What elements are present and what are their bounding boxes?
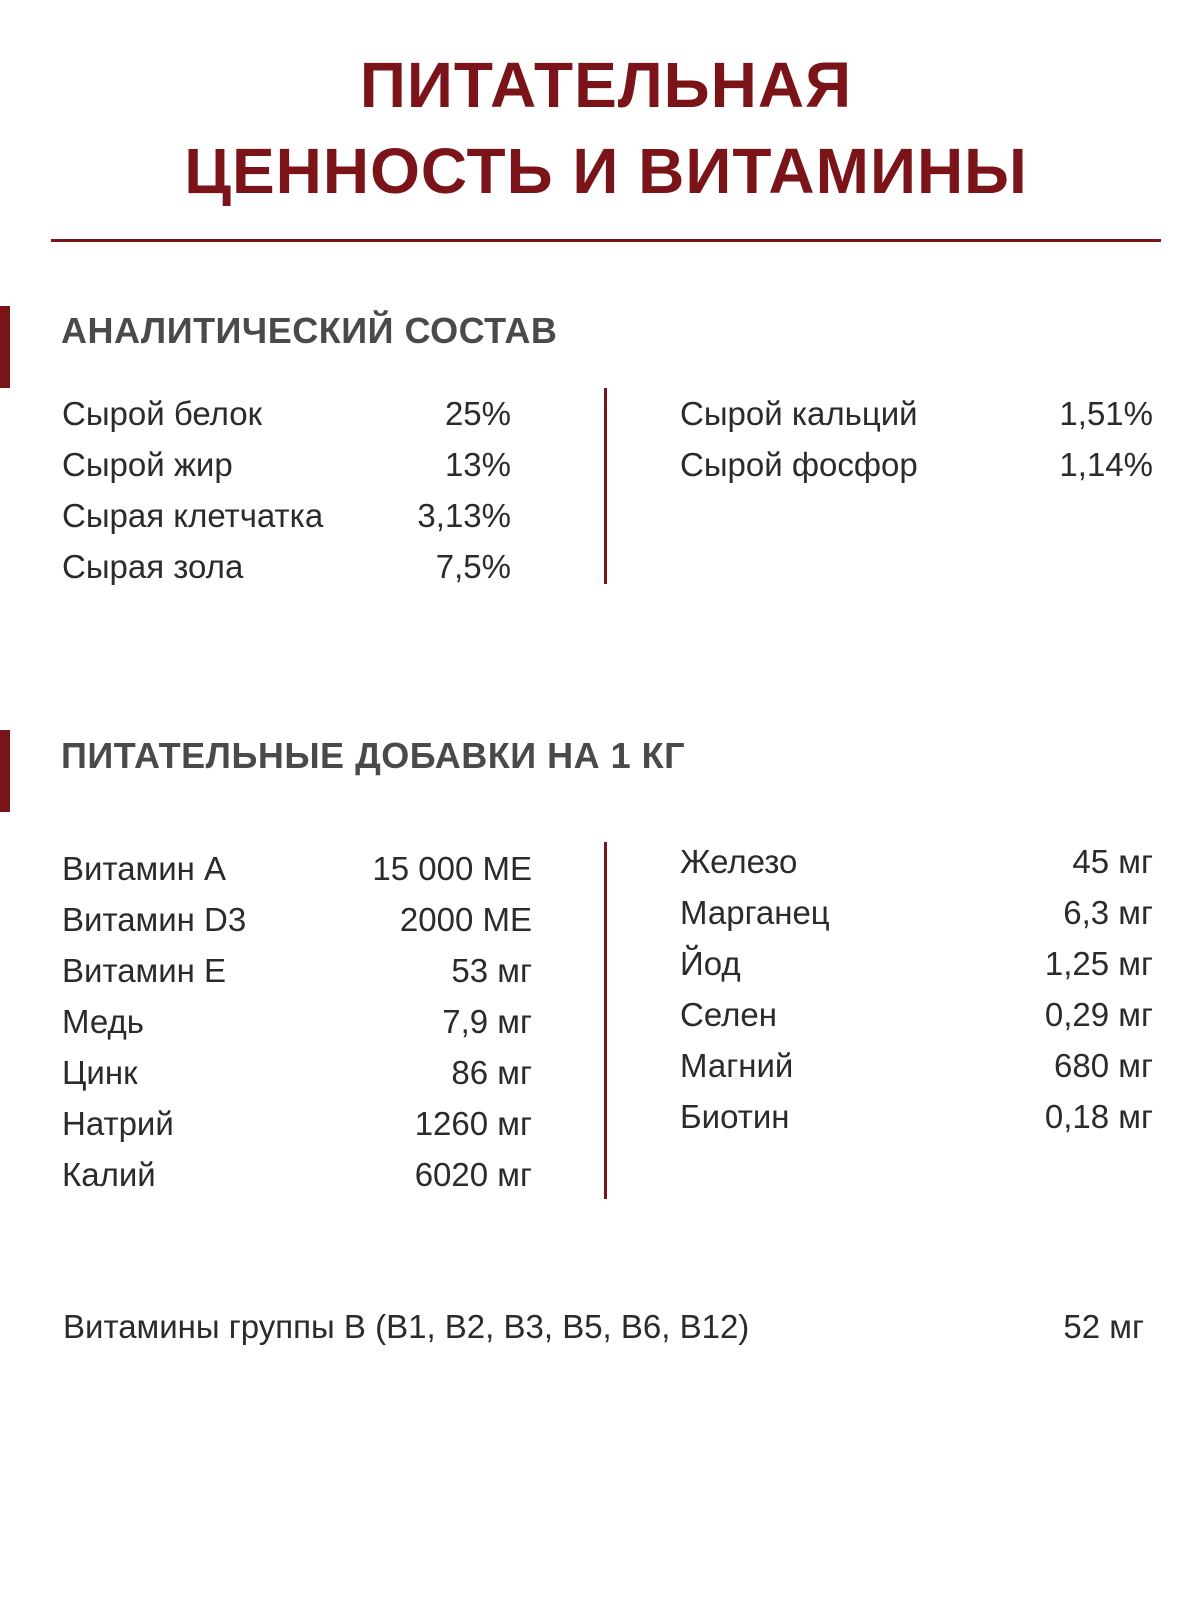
list-item [680, 938, 1153, 989]
section-marker-additives [0, 730, 10, 812]
item-value: 1,51% [1059, 395, 1153, 432]
item-value: 1,14% [1059, 446, 1153, 483]
item-name: Витамин А [62, 850, 227, 887]
item-value: 13% [444, 446, 511, 483]
item-value: 3,13% [417, 497, 511, 534]
page-title-line-1: ПИТАТЕЛЬНАЯ [359, 49, 853, 121]
item-name: Йод [680, 945, 741, 982]
additives-left-list [62, 843, 532, 1200]
item-value: 25% [444, 395, 511, 432]
list-item [62, 894, 532, 945]
analytical-right-list [680, 388, 1153, 490]
item-name: Сырой фосфор [680, 446, 918, 483]
item-name: Селен [680, 996, 777, 1033]
item-name: Сырой белок [62, 395, 263, 432]
column-divider-additives [604, 842, 607, 1199]
item-value: 52 мг [1063, 1308, 1144, 1345]
item-value: 86 мг [451, 1054, 532, 1091]
item-name: Цинк [62, 1054, 138, 1091]
item-value: 1260 мг [414, 1105, 532, 1142]
item-name: Витамин Е [62, 952, 227, 989]
item-name: Сырой жир [62, 446, 233, 483]
list-item [62, 388, 511, 439]
b-vitamins-row [63, 1302, 1144, 1352]
list-item [62, 1047, 532, 1098]
item-name: Сырая зола [62, 548, 244, 585]
section-heading-analytical: АНАЛИТИЧЕСКИЙ СОСТАВ [61, 310, 558, 351]
item-name: Марганец [680, 894, 830, 931]
list-item [680, 1091, 1153, 1142]
item-name: Медь [62, 1003, 144, 1040]
item-value: 6020 мг [414, 1156, 532, 1193]
page-title-line-2: ЦЕННОСТЬ И ВИТАМИНЫ [184, 135, 1028, 207]
list-item [62, 439, 511, 490]
analytical-left-list [62, 388, 511, 592]
item-name: Биотин [680, 1098, 790, 1135]
section-marker-analytical [0, 306, 10, 388]
list-item [62, 1149, 532, 1200]
item-name: Магний [680, 1047, 794, 1084]
item-value: 53 мг [451, 952, 532, 989]
item-value: 0,29 мг [1044, 996, 1153, 1033]
page-title [0, 42, 1200, 214]
item-name: Натрий [62, 1105, 174, 1142]
item-name: Сырой кальций [680, 395, 918, 432]
item-value: 45 мг [1072, 843, 1153, 880]
list-item [680, 439, 1153, 490]
list-item [62, 945, 532, 996]
list-item [680, 836, 1153, 887]
list-item [680, 887, 1153, 938]
item-value: 7,5% [435, 548, 511, 585]
list-item [680, 1040, 1153, 1091]
list-item [62, 843, 532, 894]
column-divider-analytical [604, 388, 607, 584]
additives-right-list [680, 836, 1153, 1142]
item-name: Витамины группы В (В1, В2, В3, В5, В6, В12) [63, 1308, 750, 1345]
list-item [62, 996, 532, 1047]
list-item [62, 490, 511, 541]
item-name: Витамин D3 [62, 901, 247, 938]
item-value: 1,25 мг [1044, 945, 1153, 982]
list-item [62, 541, 511, 592]
item-value: 0,18 мг [1044, 1098, 1153, 1135]
item-value: 680 мг [1054, 1047, 1153, 1084]
list-item [62, 1098, 532, 1149]
item-name: Железо [680, 843, 798, 880]
title-divider [51, 239, 1161, 242]
item-name: Калий [62, 1156, 156, 1193]
list-item [680, 388, 1153, 439]
section-heading-additives: ПИТАТЕЛЬНЫЕ ДОБАВКИ НА 1 КГ [61, 735, 685, 776]
item-value: 2000 МЕ [399, 901, 532, 938]
list-item [680, 989, 1153, 1040]
item-name: Сырая клетчатка [62, 497, 324, 534]
item-value: 15 000 МЕ [372, 850, 532, 887]
item-value: 7,9 мг [442, 1003, 532, 1040]
item-value: 6,3 мг [1063, 894, 1153, 931]
